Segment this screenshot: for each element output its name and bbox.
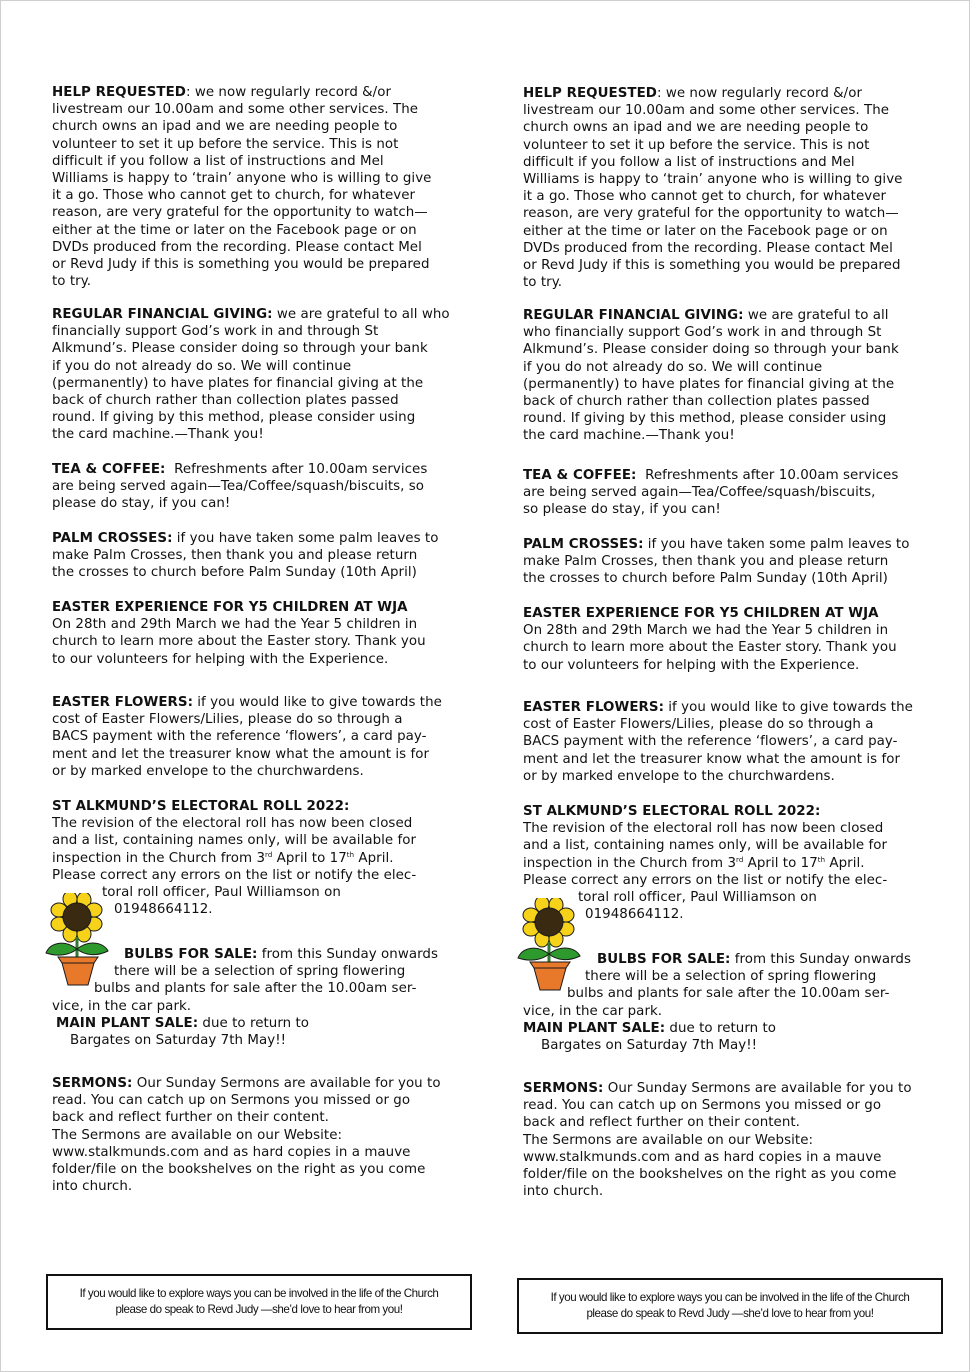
section-bulbs-for-sale-copy: BULBS FOR SALE: from this Sunday onwards there will be a selection of spring flowering bulbs and plants for sale after the 10.00am ser- vice, in the car park.	[523, 952, 911, 1019]
heading-easter-flowers: EASTER FLOWERS:	[52, 695, 193, 710]
flower-pot	[534, 968, 566, 990]
footer-line-2: please do speak to Revd Judy —she’d love to hear from you!	[115, 1303, 403, 1316]
flower-pot	[62, 963, 94, 985]
section-easter-experience: EASTER EXPERIENCE FOR Y5 CHILDREN AT WJA On 28th and 29th March we had the Year 5 children in church to learn more about the Easter story. Thank you to our volunteers for helping with the Experience.	[52, 599, 462, 668]
heading-easter-experience: EASTER EXPERIENCE FOR Y5 CHILDREN AT WJA	[523, 606, 879, 621]
heading-electoral-roll: ST ALKMUND’S ELECTORAL ROLL 2022:	[523, 804, 821, 819]
heading-help-requested: HELP REQUESTED	[52, 85, 186, 100]
section-electoral-roll: ST ALKMUND’S ELECTORAL ROLL 2022: The revision of the electoral roll has now been closed and a list, containing names only, will be available for inspection in the Church from 3rd April to 17th April. Please correct any errors on the list or notify the elec- toral roll officer, Paul Williamson on 01948664112.	[52, 798, 462, 918]
sunflower-leaf-left	[518, 948, 549, 960]
section-help-requested: HELP REQUESTED: we now regularly record &/or livestream our 10.00am and some other services. The church owns an ipad and we are needing people to volunteer to set it up before the service. This is not difficult if you follow a list of instructions and Mel Williams is happy to ‘train’ anyone who is willing to give it a go. Those who cannot get to church, for whatever reason, are very grateful for the opportunity to watch— either at the time or later on the Facebook page or on DVDs produced from the recording. Please contact Mel or Revd Judy if this is something you would be prepared to try.	[52, 85, 432, 290]
section-financial-giving-copy: REGULAR FINANCIAL GIVING: we are grateful to all who financially support God’s work in and through St Alkmund’s. Please consider doing so through your bank if you do not already do so. We will continue (permanently) to have plates for financial giving at the back of church rather than collection plates passed round. If giving by this method, please consider using the card machine.—Thank you!	[523, 308, 899, 444]
section-bulbs-for-sale: BULBS FOR SALE: from this Sunday onwards there will be a selection of spring flowering bulbs and plants for sale after the 10.00am ser- vice, in the car park.	[52, 947, 438, 1014]
section-tea-coffee-copy: TEA & COFFEE: Refreshments after 10.00am services are being served again—Tea/Coffee/squash/biscuits, so please do stay, if you can!	[523, 468, 899, 518]
section-easter-flowers: EASTER FLOWERS: if you would like to give towards the cost of Easter Flowers/Lilies, please do so through a BACS payment with the reference ‘flowers’, a card pay- ment and let the treasurer know what the amount is for or by marked envelope to the churchwardens.	[52, 695, 442, 779]
heading-bulbs-for-sale: BULBS FOR SALE:	[597, 952, 731, 967]
sunflower-leaf-left	[46, 943, 77, 955]
section-palm-crosses: PALM CROSSES: if you have taken some palm leaves to make Palm Crosses, then thank you and please return the crosses to church before Palm Sunday (10th April)	[52, 531, 439, 581]
heading-sermons: SERMONS:	[523, 1081, 604, 1096]
section-easter-flowers-copy: EASTER FLOWERS: if you would like to give towards the cost of Easter Flowers/Lilies, please do so through a BACS payment with the reference ‘flowers’, a card pay- ment and let the treasurer know what the amount is for or by marked envelope to the churchwardens.	[523, 700, 913, 784]
pot-rim	[530, 962, 570, 968]
heading-palm-crosses: PALM CROSSES:	[52, 531, 173, 546]
footer-line-1: If you would like to explore ways you can be involved in the life of the Church	[550, 1291, 910, 1304]
sunflower-center	[63, 903, 91, 931]
heading-tea-coffee: TEA & COFFEE:	[52, 462, 166, 477]
section-financial-giving: REGULAR FINANCIAL GIVING: we are grateful to all who financially support God’s work in and through St Alkmund’s. Please consider doing so through your bank if you do not already do so. We will continue (permanently) to have plates for financial giving at the back of church rather than collection plates passed round. If giving by this method, please consider using the card machine.—Thank you!	[52, 307, 450, 443]
section-tea-coffee: TEA & COFFEE: Refreshments after 10.00am services are being served again—Tea/Coffee/squash/biscuits, so please do stay, if you can!	[52, 462, 428, 512]
footer-line-2: please do speak to Revd Judy —she’d love to hear from you!	[586, 1307, 874, 1320]
section-sermons-copy: SERMONS: Our Sunday Sermons are available for you to read. You can catch up on Sermons you missed or go back and reflect further on their content. The Sermons are available on our Website: www.stalkmunds.com and as hard copies in a mauve folder/file on the bookshelves on the right as you come into church.	[523, 1081, 912, 1200]
heading-palm-crosses: PALM CROSSES:	[523, 537, 644, 552]
section-easter-experience-copy: EASTER EXPERIENCE FOR Y5 CHILDREN AT WJA On 28th and 29th March we had the Year 5 children in church to learn more about the Easter story. Thank you to our volunteers for helping with the Experience.	[523, 605, 933, 674]
section-palm-crosses-copy: PALM CROSSES: if you have taken some palm leaves to make Palm Crosses, then thank you and please return the crosses to church before Palm Sunday (10th April)	[523, 537, 910, 587]
heading-financial-giving: REGULAR FINANCIAL GIVING:	[52, 307, 273, 322]
heading-tea-coffee: TEA & COFFEE:	[523, 468, 637, 483]
footer-line-1: If you would like to explore ways you can be involved in the life of the Church	[79, 1287, 439, 1300]
sunflower-in-pot-icon	[516, 898, 588, 992]
sunflower-leaf-right	[77, 943, 108, 955]
heading-easter-flowers: EASTER FLOWERS:	[523, 700, 664, 715]
heading-help-requested: HELP REQUESTED	[523, 86, 657, 101]
heading-sermons: SERMONS:	[52, 1076, 133, 1091]
pot-rim	[58, 957, 98, 963]
heading-electoral-roll: ST ALKMUND’S ELECTORAL ROLL 2022:	[52, 799, 350, 814]
section-plant-sale: MAIN PLANT SALE: due to return to Bargates on Saturday 7th May!!	[56, 1016, 310, 1049]
sunflower-center	[535, 908, 563, 936]
heading-plant-sale: MAIN PLANT SALE:	[56, 1016, 199, 1031]
section-plant-sale-copy: MAIN PLANT SALE: due to return to Bargates on Saturday 7th May!!	[523, 1021, 777, 1054]
section-sermons: SERMONS: Our Sunday Sermons are available for you to read. You can catch up on Sermons you missed or go back and reflect further on their content. The Sermons are available on our Website: www.stalkmunds.com and as hard copies in a mauve folder/file on the bookshelves on the right as you come into church.	[52, 1076, 441, 1195]
heading-bulbs-for-sale: BULBS FOR SALE:	[124, 947, 258, 962]
section-electoral-roll-copy: ST ALKMUND’S ELECTORAL ROLL 2022: The revision of the electoral roll has now been closed and a list, containing names only, will be available for inspection in the Church from 3rd April to 17th April. Please correct any errors on the list or notify the elec- toral roll officer, Paul Williamson on 01948664112.	[523, 803, 933, 923]
footer-notice-box	[517, 1278, 943, 1334]
heading-plant-sale: MAIN PLANT SALE:	[523, 1021, 666, 1036]
heading-easter-experience: EASTER EXPERIENCE FOR Y5 CHILDREN AT WJA	[52, 600, 408, 615]
heading-financial-giving: REGULAR FINANCIAL GIVING:	[523, 308, 744, 323]
sunflower-leaf-right	[549, 948, 580, 960]
footer-notice-box	[46, 1274, 472, 1330]
sunflower-in-pot-icon	[44, 893, 116, 987]
section-help-requested-copy: HELP REQUESTED: we now regularly record &/or livestream our 10.00am and some other services. The church owns an ipad and we are needing people to volunteer to set it up before the service. This is not difficult if you follow a list of instructions and Mel Williams is happy to ‘train’ anyone who is willing to give it a go. Those who cannot get to church, for whatever reason, are very grateful for the opportunity to watch— either at the time or later on the Facebook page or on DVDs produced from the recording. Please contact Mel or Revd Judy if this is something you would be prepared to try.	[523, 86, 903, 291]
